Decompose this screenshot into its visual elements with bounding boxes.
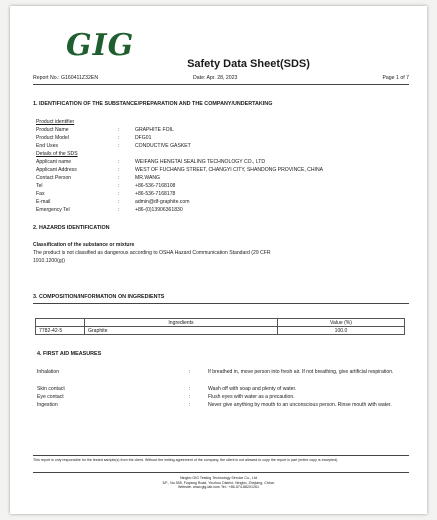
id-label: End Uses bbox=[36, 143, 59, 149]
product-identifier-heading: Product identifier bbox=[36, 119, 75, 125]
first-aid-colon: : bbox=[189, 386, 191, 392]
disclaimer-text: This report is only responsible for the tested sample(s) from the client. Without the writing agreement of the company, the client is not allowed to copy the report in part (entire copy is excepted). bbox=[33, 458, 339, 462]
section-3-title: 3. COMPOSITION/INFORMATION ON INGREDIENTS bbox=[33, 294, 165, 300]
table-header-row bbox=[36, 319, 405, 327]
report-date: Date: Apr. 28, 2023 bbox=[193, 75, 238, 81]
footer-company: Ningbo GIG Testing Technology Service Co., Ltd bbox=[180, 476, 257, 480]
id-value: GRAPHITE FOIL bbox=[135, 127, 174, 133]
table-header-cell: Value (%) bbox=[278, 319, 405, 327]
section-1-title: 1. IDENTIFICATION OF THE SUBSTANCE/PREPARATION AND THE COMPANY/UNDERTAKING bbox=[33, 101, 273, 107]
table-header-cell: Ingredients bbox=[85, 319, 278, 327]
id-label: Fax bbox=[36, 191, 45, 197]
cas-number-cell: 7782-42-5 bbox=[36, 327, 85, 335]
id-value: WEST OF FUCHANG STREET, CHANGYI CITY, SHANDONG PROVINCE, CHINA bbox=[135, 167, 324, 173]
classification-heading: Classification of the substance or mixture bbox=[33, 242, 135, 248]
document-title: Safety Data Sheet(SDS) bbox=[187, 58, 310, 70]
id-label: Applicant name bbox=[36, 159, 72, 165]
id-colon: : bbox=[118, 143, 120, 149]
ingredient-cell: Graphite bbox=[85, 327, 278, 335]
id-label: Applicant Address bbox=[36, 167, 77, 173]
first-aid-label: Skin contact bbox=[37, 386, 65, 392]
first-aid-value: If breathed in, move person into fresh air. If not breathing, give artificial respiration. bbox=[208, 369, 394, 375]
first-aid-value: Never give anything by mouth to an unconscious person. Rinse mouth with water. bbox=[208, 402, 392, 408]
id-value: admin@df-graphite.com bbox=[135, 199, 190, 205]
id-label: Product Name bbox=[36, 127, 69, 133]
company-logo: GIG bbox=[66, 28, 135, 63]
header-divider bbox=[33, 84, 409, 85]
value-cell: 100.0 bbox=[278, 327, 405, 335]
first-aid-value: Flush eyes with water as a precaution. bbox=[208, 394, 295, 400]
id-colon: : bbox=[118, 175, 120, 181]
report-number: Report No.: G160411Z32EN bbox=[33, 75, 99, 81]
first-aid-value: Wash off with soap and plenty of water. bbox=[208, 386, 297, 392]
first-aid-label: Ingestion bbox=[37, 402, 58, 408]
id-colon: : bbox=[118, 167, 120, 173]
first-aid-colon: : bbox=[189, 394, 191, 400]
id-value: +86-(0)13906361830 bbox=[135, 207, 183, 213]
id-colon: : bbox=[118, 135, 120, 141]
table-header-cell bbox=[36, 319, 85, 327]
id-colon: : bbox=[118, 127, 120, 133]
section-divider bbox=[33, 303, 409, 304]
id-colon: : bbox=[118, 159, 120, 165]
document-page bbox=[10, 6, 427, 514]
id-value: +86-536-7168178 bbox=[135, 191, 176, 197]
id-colon: : bbox=[118, 183, 120, 189]
ingredients-table bbox=[35, 318, 405, 335]
id-value: DFG01 bbox=[135, 135, 152, 141]
page-number: Page 1 of 7 bbox=[382, 75, 409, 81]
id-label: Contact Person bbox=[36, 175, 72, 181]
first-aid-label: Eye contact bbox=[37, 394, 64, 400]
footer-address: 3/F., No.555, Fuqiang Road, Yinzhou District, Ningbo, Zhejiang, China. bbox=[162, 480, 275, 485]
first-aid-colon: : bbox=[189, 369, 191, 375]
id-label: E-mail bbox=[36, 199, 51, 205]
footer-contact bbox=[10, 476, 427, 490]
id-colon: : bbox=[118, 207, 120, 213]
footer-website: Website: www.gig-lab.com Tel.: +86-574-88201261 bbox=[177, 485, 260, 490]
id-value: WEIFANG HENGTAI SEALING TECHNOLOGY CO., LTD bbox=[135, 159, 266, 165]
id-label: Emergency Tel bbox=[36, 207, 70, 213]
id-colon: : bbox=[118, 199, 120, 205]
details-sds-heading: Details of the SDS bbox=[36, 151, 78, 157]
first-aid-label: Inhalation bbox=[37, 369, 60, 375]
section-2-title: 2. HAZARDS IDENTIFICATION bbox=[33, 225, 110, 231]
id-value: +86-536-7168108 bbox=[135, 183, 176, 189]
id-label: Tel bbox=[36, 183, 43, 189]
classification-text: 1910.1200(g)) bbox=[33, 258, 66, 264]
footer-divider bbox=[33, 472, 409, 473]
footer-divider bbox=[33, 455, 409, 456]
section-4-title: 4. FIRST AID MEASURES bbox=[37, 351, 102, 357]
id-value: CONDUCTIVE GASKET bbox=[135, 143, 191, 149]
id-colon: : bbox=[118, 191, 120, 197]
table-row bbox=[36, 327, 405, 335]
first-aid-colon: : bbox=[189, 402, 191, 408]
id-label: Product Model bbox=[36, 135, 69, 141]
id-value: MR.WANG bbox=[135, 175, 160, 181]
classification-text: The product is not classified as dangerous according to OSHA Hazard Communication Standard (29 CFR bbox=[33, 250, 271, 256]
